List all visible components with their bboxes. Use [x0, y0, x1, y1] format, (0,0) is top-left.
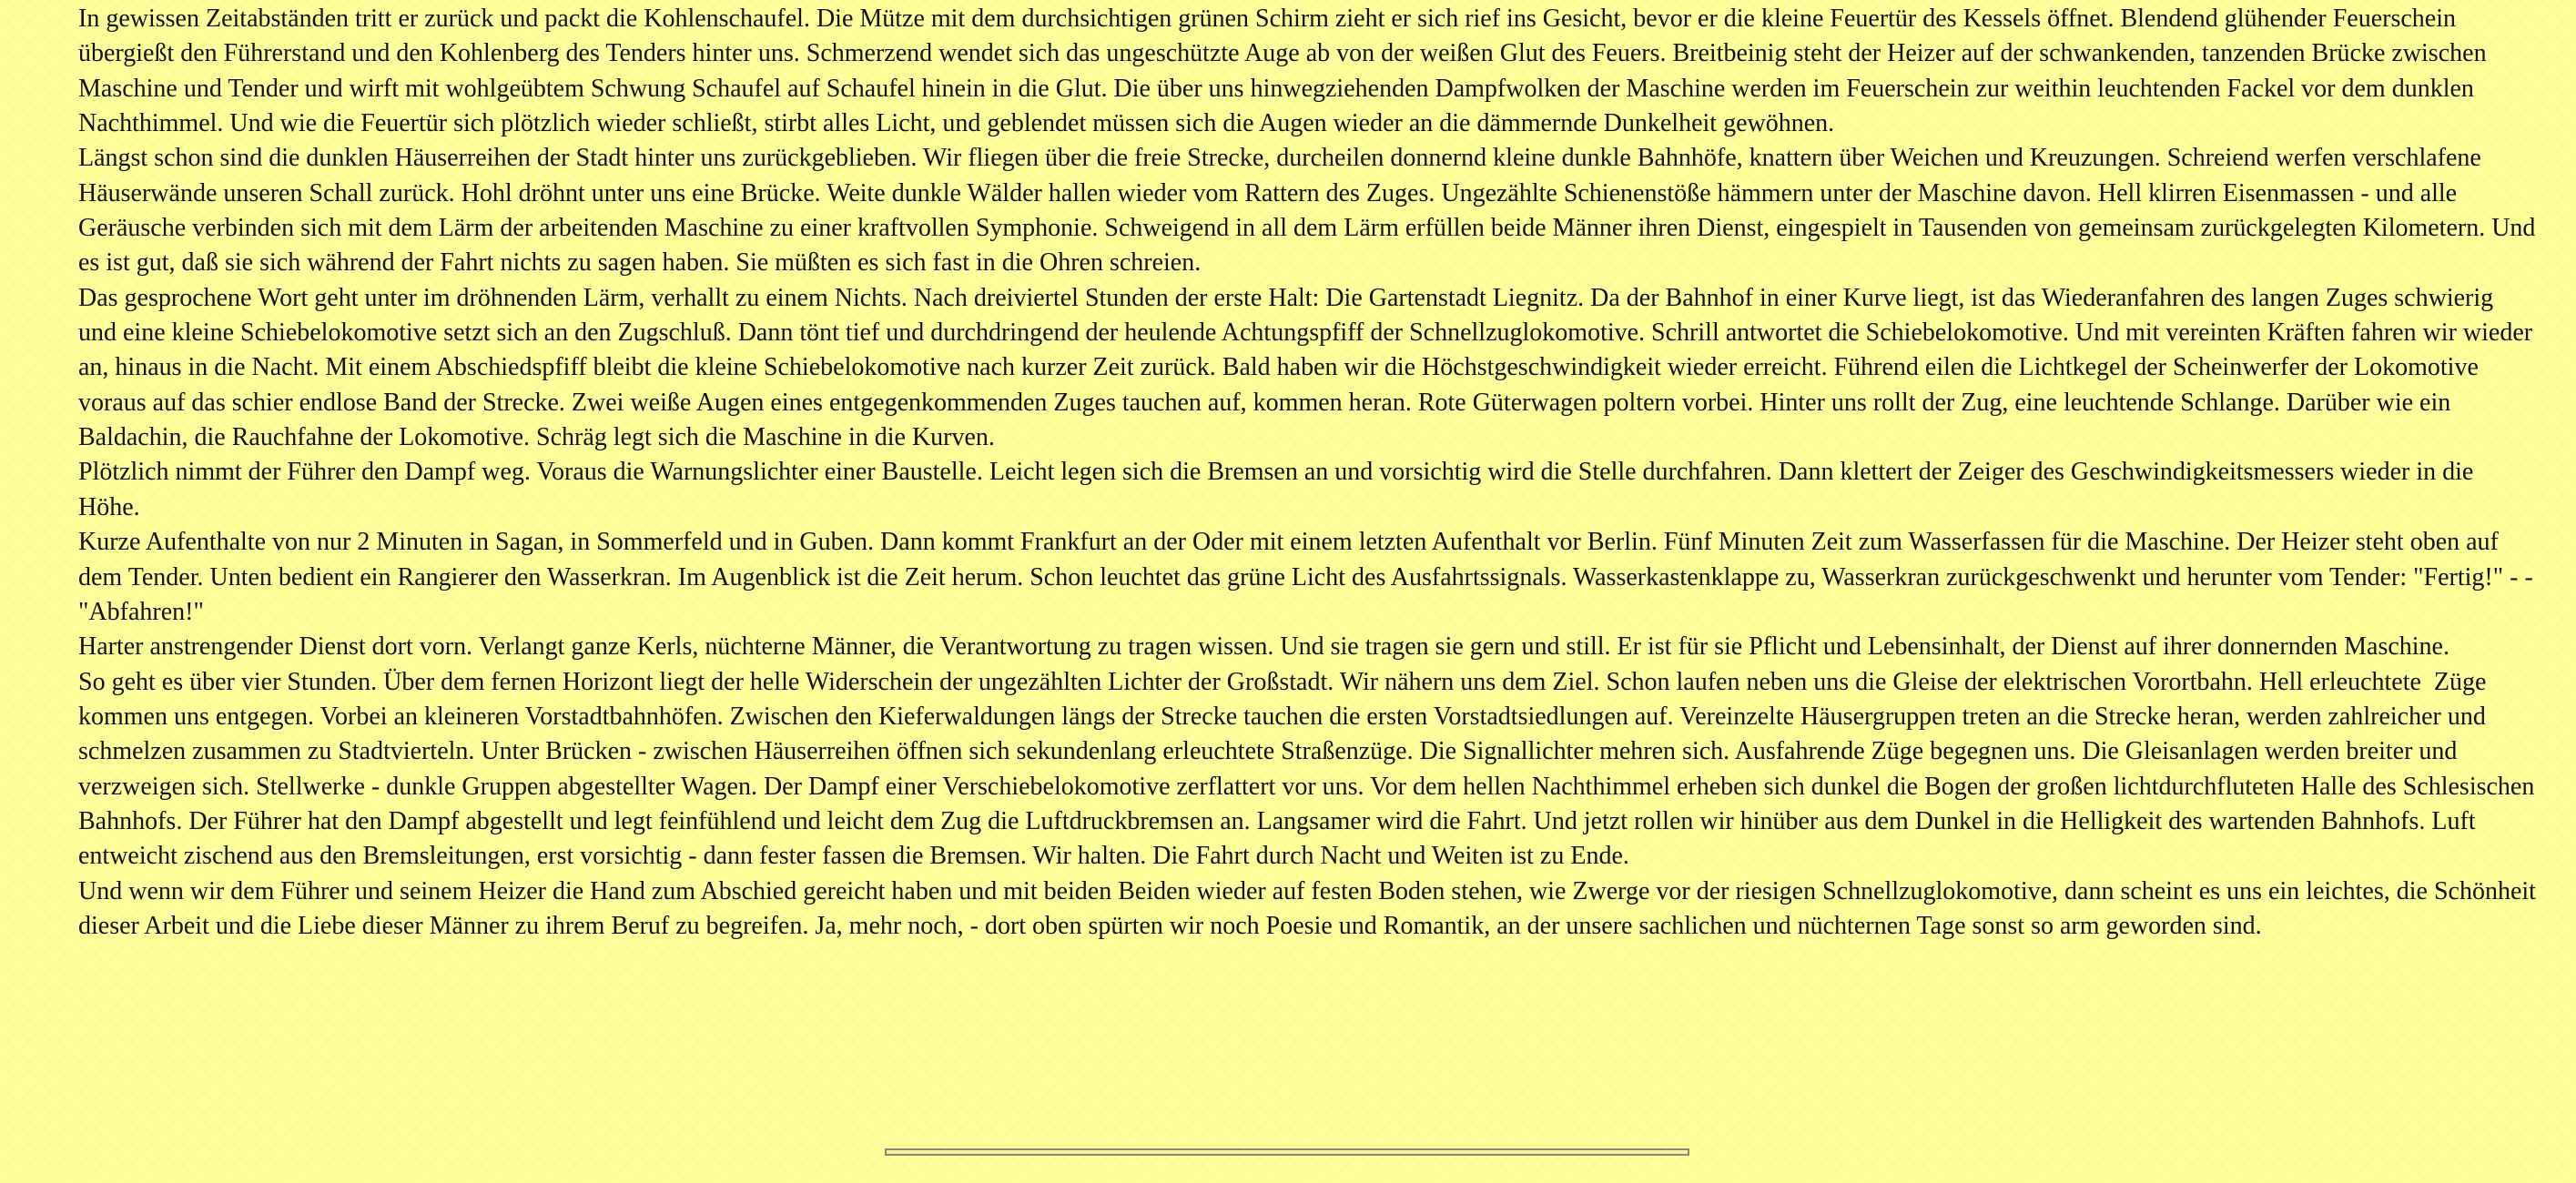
paragraph: Und wenn wir dem Führer und seinem Heizer die Hand zum Abschied gereicht haben und mit beiden Beiden wieder auf festen Boden stehen, wie Zwerge vor der riesigen Schnellzuglokomotive, dann scheint es uns ein leichtes, die Schönheit dieser Arbeit und die Liebe dieser Männer zu ihrem Beruf zu begreifen. Ja, mehr noch, - dort oben spürten wir noch Poesie und Romantik, an der unsere sachlichen und nüchternen Tage sonst so arm geworden sind. [78, 876, 2542, 940]
paragraph: Harter anstrengender Dienst dort vorn. Verlangt ganze Kerls, nüchterne Männer, die Verantwortung zu tragen wissen. Und sie tragen sie gern und still. Er ist für sie Pflicht und Lebensinhalt, der Dienst auf ihrer donnernden Maschine. [78, 632, 2449, 662]
paragraph: So geht es über vier Stunden. Über dem fernen Horizont liegt der helle Widerschein der ungezählten Lichter der Großstadt. Wir nähern uns dem Ziel. Schon laufen neben uns die Gleise der elektrischen Vorortbahn. Hell erleuchtete Züge kommen uns entgegen. Vorbei an kleineren Vorstadtbahnhöfen. Zwischen den Kieferwaldungen längs der Strecke tauchen die ersten Vorstadtsiedlungen auf. Vereinzelte Häusergruppen treten an die Strecke heran, werden zahlreicher und schmelzen zusammen zu Stadtvierteln. Unter Brücken - zwischen Häuserreihen öffnen sich sekundenlang erleuchtete Straßenzüge. Die Signallichter mehren sich. Ausfahrende Züge begegnen uns. Die Gleisanlagen werden breiter und verzweigen sich. Stellwerke - dunkle Gruppen abgestellter Wagen. Der Dampf einer Verschiebelokomotive zerflattert vor uns. Vor dem hellen Nachthimmel erheben sich dunkel die Bogen der großen lichtdurchfluteten Halle des Schlesischen Bahnhofs. Der Führer hat den Dampf abgestellt und legt feinfühlend und leicht dem Zug die Luftdruckbremsen an. Langsamer wird die Fahrt. Und jetzt rollen wir hinüber aus dem Dunkel in die Helligkeit des wartenden Bahnhofs. Luft entweicht zischend aus den Bremsleitungen, erst vorsichtig - dann fester fassen die Bremsen. Wir halten. Die Fahrt durch Nacht und Weiten ist zu Ende. [78, 667, 2541, 871]
paragraph: Kurze Aufenthalte von nur 2 Minuten in Sagan, in Sommerfeld und in Guben. Dann kommt Frankfurt an der Oder mit einem letzten Aufenthalt vor Berlin. Fünf Minuten Zeit zum Wasserfassen für die Maschine. Der Heizer steht oben auf dem Tender. Unten bedient ein Rangierer den Wasserkran. Im Augenblick ist die Zeit herum. Schon leuchtet das grüne Licht des Ausfahrtssignals. Wasserkastenklappe zu, Wasserkran zurückgeschwenkt und herunter vom Tender: "Fertig!" - - "Abfahren!" [78, 528, 2540, 626]
article-body [78, 2, 2542, 944]
paragraph: Das gesprochene Wort geht unter im dröhnenden Lärm, verhallt zu einem Nichts. Nach dreiviertel Stunden der erste Halt: Die Gartenstadt Liegnitz. Da der Bahnhof in einer Kurve liegt, ist das Wiederanfahren des langen Zuges schwierig und eine kleine Schiebelokomotive setzt sich an den Zugschluß. Dann tönt tief und durchdringend der heulende Achtungspfiff der Schnellzuglokomotive. Schrill antwortet die Schiebelokomotive. Und mit vereinten Kräften fahren wir wieder an, hinaus in die Nacht. Mit einem Abschiedspfiff bleibt die kleine Schiebelokomotive nach kurzer Zeit zurück. Bald haben wir die Höchstgeschwindigkeit wieder erreicht. Führend eilen die Lichtkegel der Scheinwerfer der Lokomotive voraus auf das schier endlose Band der Strecke. Zwei weiße Augen eines entgegenkommenden Zuges tauchen auf, kommen heran. Rote Güterwagen poltern vorbei. Hinter uns rollt der Zug, eine leuchtende Schlange. Darüber wie ein Baldachin, die Rauchfahne der Lokomotive. Schräg legt sich die Maschine in die Kurven. [78, 283, 2540, 452]
horizontal-rule [885, 1148, 1689, 1156]
paragraph: In gewissen Zeitabständen tritt er zurück und packt die Kohlenschaufel. Die Mütze mit dem durchsichtigen grünen Schirm zieht er sich rief ins Gesicht, bevor er die kleine Feuertür des Kessels öffnet. Blendend glühender Feuerschein übergießt den Führerstand und den Kohlenberg des Tenders hinter uns. Schmerzend wendet sich das ungeschützte Auge ab von der weißen Glut des Feuers. Breitbeinig steht der Heizer auf der schwankenden, tanzenden Brücke zwischen Maschine und Tender und wirft mit wohlgeübtem Schwung Schaufel auf Schaufel hinein in die Glut. Die über uns hinwegziehenden Dampfwolken der Maschine werden im Feuerschein zur weithin leuchtenden Fackel vor dem dunklen Nachthimmel. Und wie die Feuertür sich plötzlich wieder schließt, stirbt alles Licht, und geblendet müssen sich die Augen wieder an die dämmernde Dunkelheit gewöhnen. [78, 5, 2493, 138]
paragraph: Plötzlich nimmt der Führer den Dampf weg. Voraus die Warnungslichter einer Baustelle. Leicht legen sich die Bremsen an und vorsichtig wird die Stelle durchfahren. Dann klettert der Zeiger des Geschwindigkeitsmessers wieder in die Höhe. [78, 458, 2480, 521]
paragraph: Längst schon sind die dunklen Häuserreihen der Stadt hinter uns zurückgeblieben. Wir fliegen über die freie Strecke, durcheilen donnernd kleine dunkle Bahnhöfe, knattern über Weichen und Kreuzungen. Schreiend werfen verschlafene Häuserwände unseren Schall zurück. Hohl dröhnt unter uns eine Brücke. Weite dunkle Wälder hallen wieder vom Rattern des Zuges. Ungezählte Schienenstöße hämmern unter der Maschine davon. Hell klirren Eisenmassen - und alle Geräusche verbinden sich mit dem Lärm der arbeitenden Maschine zu einer kraftvollen Symphonie. Schweigend in all dem Lärm erfüllen beide Männer ihren Dienst, eingespielt in Tausenden von gemeinsam zurückgelegten Kilometern. Und es ist gut, daß sie sich während der Fahrt nichts zu sagen haben. Sie müßten es sich fast in die Ohren schreien. [78, 144, 2542, 278]
